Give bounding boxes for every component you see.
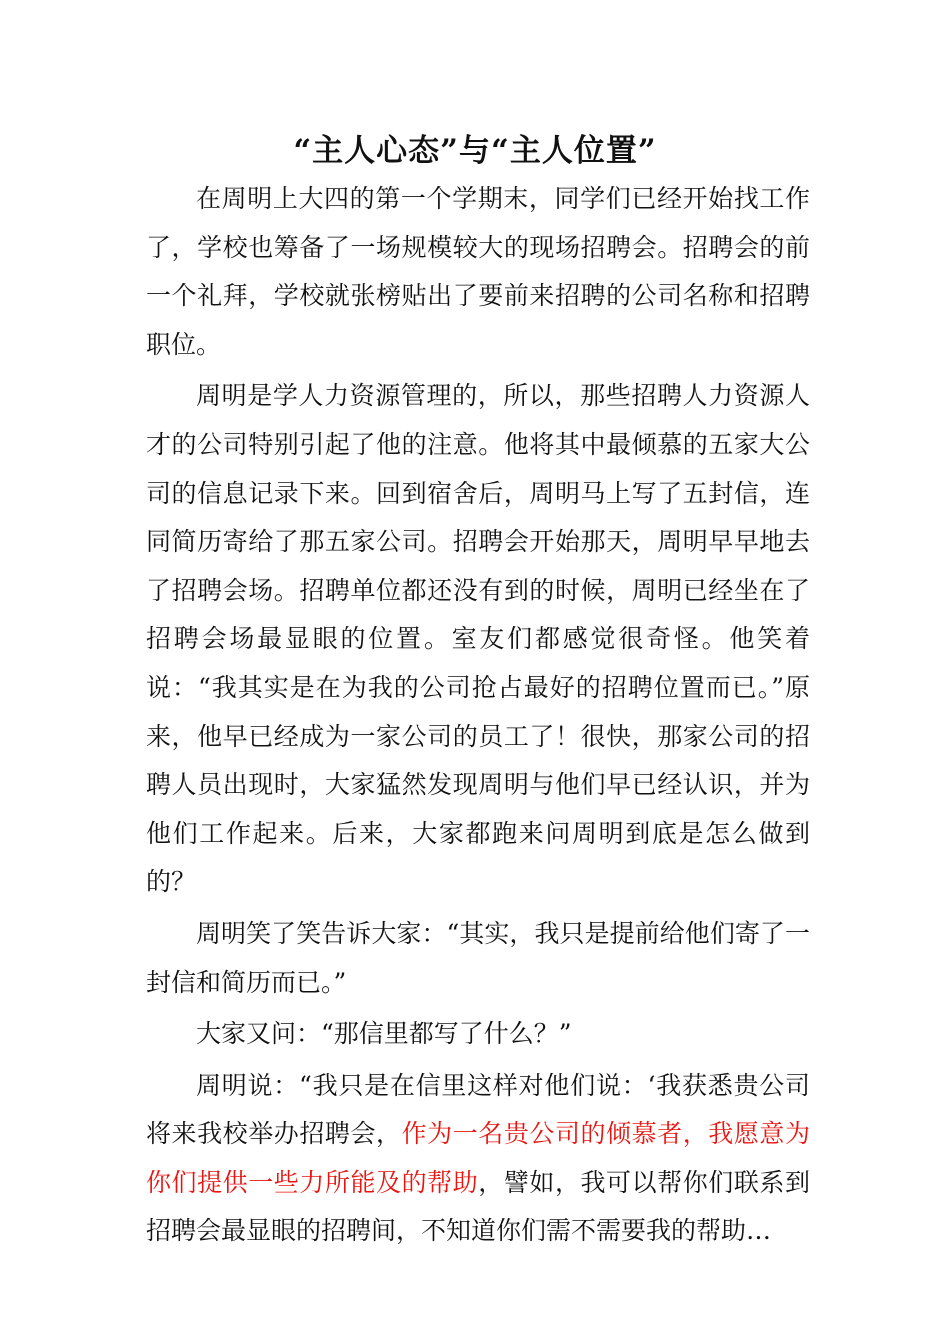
document-body (146, 175, 810, 1256)
paragraph-1: 在周明上大四的第一个学期末，同学们已经开始找工作了，学校也筹备了一场规模较大的现场招聘会。招聘会的前一个礼拜，学校就张榜贴出了要前来招聘的公司名称和招聘职位。 (146, 184, 810, 359)
paragraph-5-after: ，譬如，我可以帮你们联系到招聘会最显眼的招聘间，不知道你们需不需要我的帮助… (146, 1167, 810, 1246)
paragraph-4: 大家又问：“那信里都写了什么？” (196, 1019, 572, 1049)
paragraph-2: 周明是学人力资源管理的，所以，那些招聘人力资源人才的公司特别引起了他的注意。他将其中最倾慕的五家大公司的信息记录下来。回到宿舍后，周明马上写了五封信，连同简历寄给了那五家公司。招聘会开始那天，周明早早地去了招聘会场。招聘单位都还没有到的时候，周明已经坐在了招聘会场最显眼的位置。室友们都感觉很奇怪。他笑着说：“我其实是在为我的公司抢占最好的招聘位置而已。”原来，他早已经成为一家公司的员工了！很快，那家公司的招聘人员出现时，大家猛然发现周明与他们早已经认识，并为他们工作起来。后来，大家都跑来问周明到底是怎么做到的？ (146, 381, 810, 897)
paragraph-5 (146, 1062, 810, 1256)
highlighted-text: 作为一名贵公司的倾慕者，我愿意为你们提供一些力所能及的帮助 (146, 1119, 810, 1197)
paragraph-3: 周明笑了笑告诉大家：“其实，我只是提前给他们寄了一封信和简历而已。” (146, 918, 810, 997)
paragraph-5-before: 周明说：“我只是在信里这样对他们说：‘我获悉贵公司将来我校举办招聘会， (146, 1070, 810, 1149)
document-title: “主人心态”与“主人位置” (293, 133, 657, 169)
